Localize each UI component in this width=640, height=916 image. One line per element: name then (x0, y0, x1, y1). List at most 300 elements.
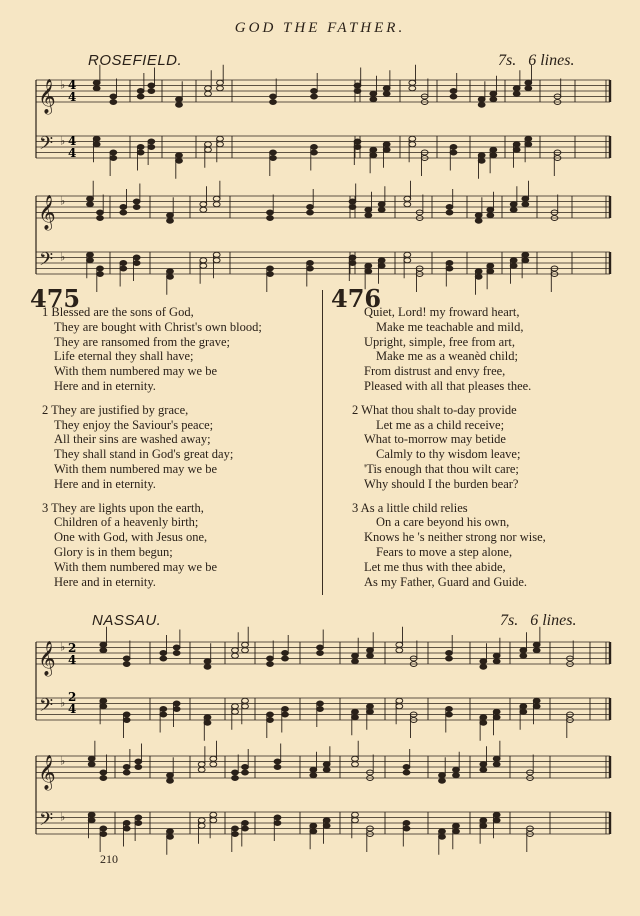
note-head (365, 269, 372, 274)
flat-sign: ♭ (60, 810, 66, 824)
note-head (213, 258, 220, 263)
note-head (493, 653, 500, 658)
note-head (133, 205, 140, 210)
note-head (439, 829, 446, 834)
note-head (282, 707, 289, 712)
note-head (133, 261, 140, 266)
note-head (307, 210, 314, 215)
note-head (365, 213, 372, 218)
verse-line: One with God, with Jesus one, (54, 530, 208, 545)
note-head (176, 153, 183, 158)
note-head (311, 89, 318, 94)
note-head (370, 147, 377, 152)
verse-line: Let me thus with thee abide, (364, 559, 506, 574)
note-head (404, 202, 411, 207)
note-head (167, 834, 174, 839)
note-head (123, 718, 130, 723)
verse-line: 3 As a little child relies (352, 500, 468, 515)
verse-line: With them numbered may we be (54, 364, 217, 379)
note-head (513, 142, 520, 147)
note-head (490, 153, 497, 158)
verse-line: Why should I the burden bear? (364, 476, 519, 491)
verse (42, 501, 317, 590)
note-head (367, 709, 374, 714)
note-head (383, 86, 390, 91)
note-head (403, 770, 410, 775)
note-head (311, 94, 318, 99)
note-head (167, 269, 174, 274)
note-head (533, 698, 540, 703)
note-head (323, 818, 330, 823)
note-head (267, 712, 274, 717)
note-head (367, 653, 374, 658)
verse-line: As my Father, Guard and Guide. (364, 574, 528, 589)
note-head (480, 664, 487, 669)
note-head (533, 704, 540, 709)
verse-line: With them numbered may we be (54, 461, 217, 476)
note-head (97, 266, 104, 271)
note-head (378, 258, 385, 263)
note-head (148, 139, 155, 144)
note-head (370, 91, 377, 96)
note-head (493, 818, 500, 823)
note-head (100, 776, 107, 781)
note-head (267, 210, 274, 215)
note-head (135, 821, 142, 826)
note-head (167, 829, 174, 834)
note-head (490, 97, 497, 102)
note-head (480, 720, 487, 725)
note-head (88, 762, 95, 767)
note-head (522, 202, 529, 207)
note-head (365, 207, 372, 212)
note-head (404, 196, 411, 201)
verse (42, 305, 317, 394)
note-head (242, 821, 249, 826)
note-head (282, 712, 289, 717)
note-head (148, 89, 155, 94)
tune-name-rosefield: ROSEFIELD. (88, 52, 183, 69)
bass-clef: 𝄢 (39, 809, 54, 835)
note-head (210, 812, 217, 817)
note-head (307, 205, 314, 210)
note-head (100, 704, 107, 709)
note-head (148, 145, 155, 150)
note-head (110, 150, 117, 155)
note-head (217, 80, 224, 85)
note-head (352, 818, 359, 823)
note-head (365, 263, 372, 268)
column-divider (322, 290, 323, 595)
note-head (478, 153, 485, 158)
verse-line: Glory is in them begun; (54, 544, 173, 559)
note-head (135, 759, 142, 764)
note-head (274, 759, 281, 764)
note-head (210, 818, 217, 823)
time-signature-rosefield-treble-lower: 4 (68, 90, 77, 104)
time-signature-nassau-bass-lower: 4 (68, 702, 77, 716)
note-head (396, 698, 403, 703)
note-head (232, 704, 239, 709)
flat-sign: ♭ (60, 78, 66, 92)
note-head (160, 707, 167, 712)
note-head (311, 145, 318, 150)
bass-clef: 𝄢 (39, 695, 54, 721)
note-head (478, 97, 485, 102)
time-signature-nassau-treble-lower: 4 (68, 653, 77, 667)
note-head (120, 266, 127, 271)
verse-line: They are bought with Christ's own blood; (54, 319, 262, 334)
note-head (217, 86, 224, 91)
note-head (200, 258, 207, 263)
verse-line: Here and in eternity. (54, 378, 156, 393)
note-head (198, 767, 205, 772)
note-head (100, 826, 107, 831)
verse-line: Make me teachable and mild, (376, 319, 524, 334)
note-head (513, 91, 520, 96)
verse-line: 2 What thou shalt to-day provide (352, 402, 517, 417)
bass-clef: 𝄢 (39, 249, 54, 275)
page-header: GOD THE FATHER. (234, 20, 406, 36)
note-head (510, 207, 517, 212)
note-head (205, 86, 212, 91)
note-head (409, 142, 416, 147)
note-head (475, 269, 482, 274)
note-head (510, 202, 517, 207)
verse-line: Let me as a child receive; (376, 417, 505, 432)
treble-clef: 𝄞 (38, 79, 56, 114)
note-head (274, 765, 281, 770)
note-head (403, 826, 410, 831)
verse-line: Pleased with all that pleases thee. (364, 378, 532, 393)
note-head (217, 136, 224, 141)
note-head (522, 252, 529, 257)
verse-line: Calmly to thy wisdom leave; (376, 447, 521, 462)
note-head (310, 823, 317, 828)
note-head (100, 648, 107, 653)
verse-line: Life eternal they shall have; (54, 349, 194, 364)
note-head (446, 712, 453, 717)
note-head (409, 86, 416, 91)
note-head (204, 664, 211, 669)
note-head (307, 261, 314, 266)
note-head (232, 709, 239, 714)
verse-line: They shall stand in God's great day; (54, 447, 234, 462)
note-head (525, 142, 532, 147)
note-head (352, 762, 359, 767)
note-head (446, 205, 453, 210)
note-head (110, 100, 117, 105)
note-head (352, 659, 359, 664)
flat-sign: ♭ (60, 250, 66, 264)
note-head (487, 269, 494, 274)
note-head (282, 651, 289, 656)
note-head (493, 709, 500, 714)
note-head (450, 145, 457, 150)
note-head (242, 770, 249, 775)
note-head (404, 252, 411, 257)
verse-line: They enjoy the Saviour's peace; (54, 417, 214, 432)
verse-line: Upright, simple, free from art, (364, 334, 515, 349)
time-signature-rosefield-treble: 4 (68, 78, 77, 92)
note-head (513, 147, 520, 152)
note-head (453, 767, 460, 772)
note-head (378, 202, 385, 207)
note-head (453, 829, 460, 834)
note-head (267, 656, 274, 661)
note-head (487, 207, 494, 212)
note-head (446, 656, 453, 661)
hymn-number-475: 475 (30, 284, 81, 313)
note-head (323, 767, 330, 772)
note-head (446, 266, 453, 271)
note-head (317, 645, 324, 650)
note-head (242, 642, 249, 647)
note-head (242, 826, 249, 831)
tune-meter-rosefield: 7s. 6 lines. (498, 52, 575, 69)
note-head (478, 158, 485, 163)
note-head (450, 89, 457, 94)
note-head (210, 762, 217, 767)
note-head (176, 102, 183, 107)
verse-line: Here and in eternity. (54, 574, 156, 589)
note-head (370, 97, 377, 102)
note-head (480, 767, 487, 772)
note-head (352, 715, 359, 720)
note-head (310, 829, 317, 834)
note-head (217, 142, 224, 147)
note-head (396, 642, 403, 647)
note-head (487, 263, 494, 268)
note-head (97, 216, 104, 221)
note-head (173, 701, 180, 706)
hymn-475-text (42, 305, 317, 598)
verse-line: Here and in eternity. (54, 476, 156, 491)
note-head (204, 659, 211, 664)
note-head (198, 762, 205, 767)
note-head (525, 86, 532, 91)
note-head (367, 648, 374, 653)
note-head (317, 701, 324, 706)
note-head (520, 653, 527, 658)
note-head (525, 80, 532, 85)
note-head (378, 263, 385, 268)
note-head (450, 150, 457, 155)
note-head (200, 207, 207, 212)
note-head (383, 142, 390, 147)
note-head (439, 773, 446, 778)
note-head (87, 258, 94, 263)
note-head (88, 818, 95, 823)
note-head (370, 153, 377, 158)
time-signature-nassau-treble: 2 (68, 641, 77, 655)
note-head (270, 156, 277, 161)
note-head (232, 770, 239, 775)
note-head (267, 266, 274, 271)
note-head (213, 252, 220, 257)
note-head (274, 821, 281, 826)
verse (42, 403, 317, 492)
note-head (210, 756, 217, 761)
note-head (475, 274, 482, 279)
verse-line: 2 They are justified by grace, (42, 402, 189, 417)
note-head (123, 712, 130, 717)
note-head (198, 823, 205, 828)
flat-sign: ♭ (60, 134, 66, 148)
note-head (123, 826, 130, 831)
verse-line: All their sins are washed away; (54, 432, 211, 447)
note-head (167, 274, 174, 279)
note-head (204, 715, 211, 720)
note-head (213, 196, 220, 201)
note-head (533, 642, 540, 647)
tune-name-nassau: NASSAU. (92, 612, 162, 629)
note-head (311, 150, 318, 155)
note-head (110, 156, 117, 161)
note-head (520, 709, 527, 714)
note-head (232, 648, 239, 653)
treble-clef: 𝄞 (38, 641, 56, 676)
note-head (242, 765, 249, 770)
note-head (478, 102, 485, 107)
note-head (232, 832, 239, 837)
note-head (439, 834, 446, 839)
note-head (167, 778, 174, 783)
verse (352, 305, 622, 394)
note-head (446, 210, 453, 215)
note-head (205, 142, 212, 147)
note-head (310, 773, 317, 778)
note-head (396, 704, 403, 709)
note-head (232, 826, 239, 831)
note-head (352, 709, 359, 714)
hymn-476-text (352, 305, 622, 598)
verse-line: From distrust and envy free, (364, 364, 506, 379)
note-head (267, 216, 274, 221)
note-head (396, 648, 403, 653)
note-head (323, 762, 330, 767)
note-head (120, 210, 127, 215)
note-head (310, 767, 317, 772)
page-number: 210 (100, 852, 118, 866)
note-head (475, 218, 482, 223)
verse-line: With them numbered may we be (54, 559, 217, 574)
note-head (167, 218, 174, 223)
flat-sign: ♭ (60, 696, 66, 710)
note-head (510, 263, 517, 268)
note-head (453, 823, 460, 828)
verse (352, 501, 622, 590)
note-head (176, 97, 183, 102)
note-head (383, 147, 390, 152)
note-head (93, 86, 100, 91)
note-head (533, 648, 540, 653)
note-head (176, 158, 183, 163)
note-head (520, 704, 527, 709)
note-head (87, 252, 94, 257)
time-signature-nassau-bass: 2 (68, 690, 77, 704)
note-head (137, 94, 144, 99)
verse-line: On a care beyond his own, (376, 515, 510, 530)
note-head (525, 136, 532, 141)
note-head (242, 704, 249, 709)
note-head (439, 778, 446, 783)
note-head (446, 651, 453, 656)
note-head (317, 707, 324, 712)
note-head (133, 199, 140, 204)
note-head (97, 272, 104, 277)
note-head (123, 821, 130, 826)
note-head (270, 150, 277, 155)
note-head (160, 656, 167, 661)
note-head (242, 698, 249, 703)
note-head (167, 213, 174, 218)
note-head (352, 812, 359, 817)
treble-clef: 𝄞 (38, 195, 56, 230)
note-head (480, 823, 487, 828)
note-head (367, 704, 374, 709)
note-head (274, 815, 281, 820)
note-head (270, 94, 277, 99)
note-head (87, 196, 94, 201)
note-head (282, 656, 289, 661)
note-head (323, 823, 330, 828)
note-head (493, 715, 500, 720)
note-head (267, 662, 274, 667)
note-head (123, 662, 130, 667)
note-head (409, 80, 416, 85)
note-head (267, 272, 274, 277)
verse-line: Children of a heavenly birth; (54, 515, 199, 530)
note-head (409, 136, 416, 141)
note-head (198, 818, 205, 823)
verse-line: 1 Blessed are the sons of God, (42, 305, 194, 319)
note-head (446, 261, 453, 266)
note-head (123, 656, 130, 661)
note-head (232, 776, 239, 781)
note-head (100, 832, 107, 837)
note-head (450, 94, 457, 99)
note-head (160, 712, 167, 717)
hymn-number-476: 476 (331, 284, 382, 313)
note-head (232, 653, 239, 658)
note-head (317, 651, 324, 656)
note-head (200, 263, 207, 268)
note-head (133, 255, 140, 260)
verse-line: Knows he 's neither strong nor wise, (364, 530, 546, 545)
note-head (100, 642, 107, 647)
note-head (493, 762, 500, 767)
bass-clef: 𝄢 (39, 133, 54, 159)
note-head (487, 213, 494, 218)
note-head (522, 196, 529, 201)
note-head (490, 91, 497, 96)
time-signature-rosefield-bass: 4 (68, 134, 77, 148)
note-head (137, 145, 144, 150)
note-head (242, 648, 249, 653)
note-head (352, 756, 359, 761)
verse-line: Make me as a weanèd child; (376, 349, 518, 364)
note-head (480, 715, 487, 720)
note-head (404, 258, 411, 263)
note-head (93, 136, 100, 141)
treble-clef: 𝄞 (38, 755, 56, 790)
note-head (493, 756, 500, 761)
note-head (123, 770, 130, 775)
note-head (137, 150, 144, 155)
note-head (137, 89, 144, 94)
verse-line: 3 They are lights upon the earth, (42, 500, 204, 515)
